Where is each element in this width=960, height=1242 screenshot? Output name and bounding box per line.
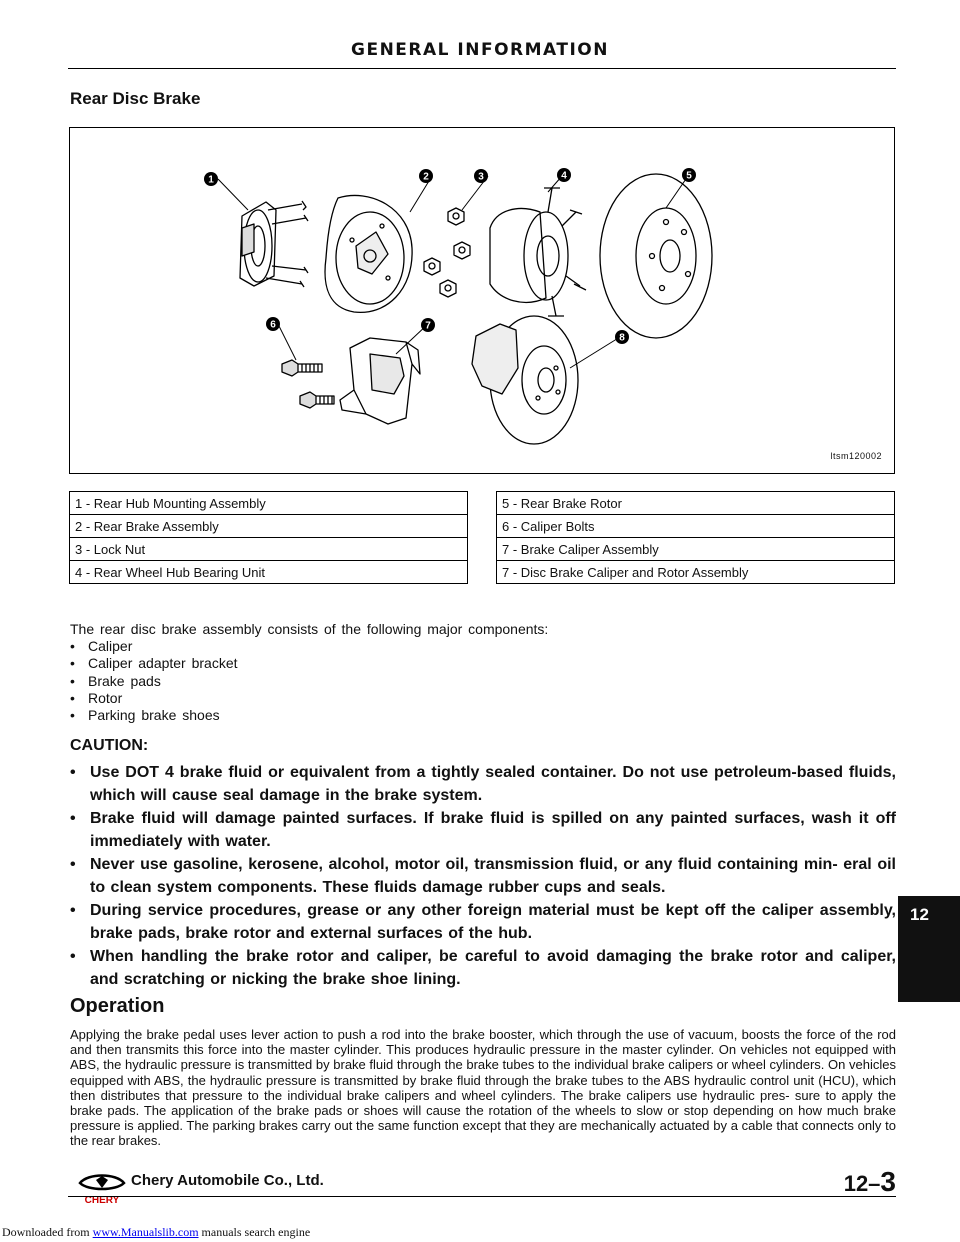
legend-item: 4 - Rear Wheel Hub Bearing Unit (70, 561, 468, 584)
logo-text: CHERY (84, 1195, 120, 1205)
caution-item: • During service procedures, grease or any other foreign material must be kept off the caliper assembly, brake pads, brake rotor and external surfaces of the hub. (70, 899, 896, 945)
legend-item: 2 - Rear Brake Assembly (70, 515, 468, 538)
legend-table-right (496, 491, 895, 584)
legend-item: 7 - Brake Caliper Assembly (497, 538, 895, 561)
bullet-icon: • (70, 856, 76, 873)
lock-nuts-part (424, 208, 470, 297)
manualslib-link[interactable]: www.Manualslib.com (92, 1225, 199, 1239)
bullet-icon: • (70, 948, 76, 965)
bullet-icon: • (70, 638, 75, 654)
bullet-icon: • (70, 764, 76, 781)
rotor-part (600, 174, 712, 338)
list-item: • Caliper adapter bracket (70, 655, 238, 672)
figure-code: ltsm120002 (830, 451, 882, 461)
brake-exploded-diagram (69, 127, 895, 474)
legend-item: 3 - Lock Nut (70, 538, 468, 561)
brake-assembly-part (325, 195, 412, 312)
diagram-drawing (70, 128, 895, 474)
list-item: • Rotor (70, 689, 123, 706)
header-divider (68, 68, 896, 69)
callout-4: 4 (561, 170, 567, 182)
page-number: 12–3 (843, 1166, 896, 1197)
legend-item: 6 - Caliper Bolts (497, 515, 895, 538)
page-header-title: GENERAL INFORMATION (351, 40, 609, 60)
section-title: Rear Disc Brake (70, 89, 201, 108)
callout-6: 6 (270, 319, 276, 331)
caliper-rotor-assembly-part (472, 316, 578, 444)
list-item: • Parking brake shoes (70, 707, 220, 724)
caution-list (70, 761, 896, 991)
operation-heading: Operation (70, 995, 165, 1017)
chapter-tab: 12 (898, 896, 960, 1002)
caution-item: • Brake fluid will damage painted surfaces. If brake fluid is spilled on any painted surfaces, wash it off immediately with water. (70, 807, 896, 853)
bullet-icon: • (70, 902, 76, 919)
caution-label: CAUTION: (70, 737, 149, 754)
bullet-icon: • (70, 672, 75, 689)
legend-table-left (69, 491, 468, 584)
chery-logo-icon (76, 1171, 128, 1205)
download-notice: Downloaded from www.Manualslib.com manuals search engine (2, 1225, 311, 1239)
legend-item: 5 - Rear Brake Rotor (497, 492, 895, 515)
hub-mounting-part (240, 201, 308, 287)
caliper-part (340, 338, 420, 424)
callout-2: 2 (423, 171, 429, 183)
footer-divider (68, 1196, 896, 1197)
bullet-icon: • (70, 707, 75, 724)
list-item: • Caliper (70, 638, 133, 654)
caution-item: • When handling the brake rotor and caliper, be careful to avoid damaging the brake rotor and caliper, and scratching or nicking the brake shoe lining. (70, 945, 896, 991)
legend-item: 7 - Disc Brake Caliper and Rotor Assembly (497, 561, 895, 584)
operation-paragraph: Applying the brake pedal uses lever action to push a rod into the brake booster, which through the use of vacuum, boosts the force of the rod and then transmits this force into the master cylinder. This produces hydraulic pressure in the master cylinder. On vehicles not equipped with ABS, the hydraulic pressure is transmitted by brake fluid through the brake tubes to the individual brake calipers or wheel cylinders. On vehicles equipped with ABS, the hydraulic pressure is transmitted by brake fluid through the brake tubes to the ABS hydraulic control unit (HCU), which then distributes that pressure to the individual brake calipers and wheel cylinders. The brake calipers use hydraulic pres- sure to apply the brake pads. The application of the brake pads or shoes will cause the rotation of the wheels to slow or stop depending on how much brake pressure is applied. The parking brakes carry out the same function except that they are mechanically actuated by a cable that connects only to the rear brakes. (70, 1027, 896, 1149)
callout-7: 7 (425, 320, 431, 332)
company-name: Chery Automobile Co., Ltd. (131, 1172, 324, 1189)
legend-item: 1 - Rear Hub Mounting Assembly (70, 492, 468, 515)
bullet-icon: • (70, 655, 75, 672)
wheel-hub-part (490, 188, 586, 316)
caution-item: • Use DOT 4 brake fluid or equivalent from a tightly sealed container. Do not use petroleum-based fluids, which will cause seal damage in the brake system. (70, 761, 896, 807)
bullet-icon: • (70, 689, 75, 706)
callout-1: 1 (208, 174, 214, 186)
list-item: • Brake pads (70, 672, 161, 689)
bullet-icon: • (70, 810, 76, 827)
caution-item: • Never use gasoline, kerosene, alcohol, motor oil, transmission fluid, or any fluid containing min- eral oil to clean system components. These fluids damage rubber cups and seals. (70, 853, 896, 899)
callout-8: 8 (619, 332, 625, 344)
callout-5: 5 (686, 170, 692, 182)
component-list (70, 638, 238, 724)
callout-3: 3 (478, 171, 484, 183)
caliper-bolts-part (282, 360, 334, 408)
intro-paragraph: The rear disc brake assembly consists of the following major components: (70, 621, 549, 637)
